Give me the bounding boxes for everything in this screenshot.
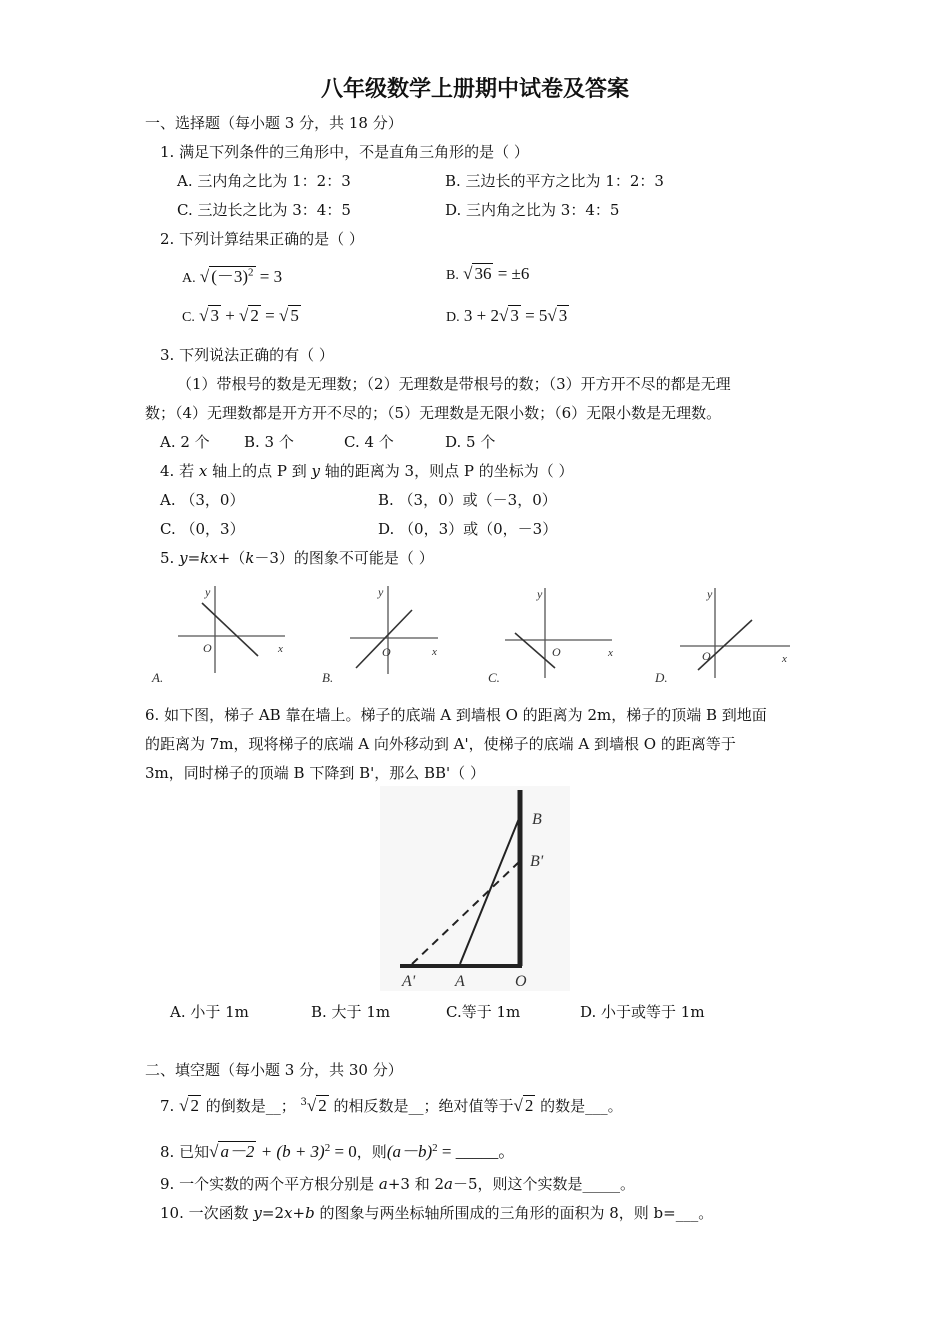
q4-var-y: y — [311, 462, 320, 480]
q6-option-a: A. 小于 1m — [170, 1003, 249, 1021]
q4-stem-mid: 轴上的点 P 到 — [207, 462, 312, 480]
q9-pre: 9. 一个实数的两个平方根分别是 — [160, 1175, 379, 1193]
page-title: 八年级数学上册期中试卷及答案 — [320, 77, 629, 102]
q8: 8. 已知√ $a-2 + (b + 3)^2 = 0$，则$(a-b)^2$ = _____。 — [160, 1142, 516, 1161]
q10 — [160, 1202, 713, 1223]
section-2-heading: 二、填空题（每小题 3 分，共 30 分） — [145, 1061, 403, 1079]
q3-statement-line-1: （1）带根号的数是无理数；（2）无理数是带根号的数；（3）开方开不尽的都是无理 — [177, 375, 731, 393]
q9-var-a-2: a — [444, 1175, 453, 1193]
q2-d-lhs: 3 + 2 — [463, 306, 499, 325]
q6-option-b: B. 大于 1m — [311, 1003, 391, 1021]
q2-b-label: B. — [446, 268, 459, 283]
q4-option-b: B. （3，0）或（－3，0） — [378, 491, 557, 509]
q5-stem-pre: 5. — [160, 549, 180, 567]
q1-stem: 1. 满足下列条件的三角形中，不是直角三角形的是（ ） — [160, 143, 529, 161]
graph-d-label: D. — [655, 670, 668, 685]
q3-stem: 3. 下列说法正确的有（ ） — [160, 346, 334, 364]
q5-stem — [160, 547, 434, 568]
q2-option-a — [182, 262, 282, 287]
q2-c-r2: 2 — [250, 306, 259, 325]
graph-b-x-label: x — [432, 646, 437, 658]
q2-a-label: A. — [182, 271, 196, 286]
q6-option-c: C.等于 1m — [446, 1003, 521, 1021]
q10-pre: 10. 一次函数 — [160, 1204, 254, 1222]
q10-eq: =2 — [261, 1204, 285, 1222]
q3-option-d: D. 5 个 — [445, 433, 496, 451]
q2-d-r2: 3 — [558, 306, 568, 325]
q3-option-b: B. 3 个 — [244, 433, 294, 451]
graph-a-origin: O — [203, 641, 212, 655]
q2-c-r1: 3 — [210, 306, 219, 325]
graph-c — [505, 588, 612, 678]
q8-exp-1: 2 — [324, 1142, 331, 1154]
q1-option-c: C. 三边长之比为 3：4：5 — [177, 201, 351, 219]
q4-stem-pre: 4. 若 — [160, 462, 199, 480]
q2-a-radicand — [209, 266, 255, 286]
q2-c-label: C. — [182, 310, 195, 325]
graph-c-y-label: y — [537, 587, 543, 601]
q7-text-1: 的倒数是__； — [200, 1097, 296, 1115]
graph-a-label: A. — [152, 670, 164, 685]
sqrt-sign: √ — [199, 267, 210, 286]
q9-post: －5，则这个实数是_____。 — [452, 1175, 636, 1193]
graph-c-label: C. — [488, 670, 500, 685]
q5-var-k: k — [245, 549, 255, 567]
q6-line-2: 的距离为 7m，现将梯子的底端 A 向外移动到 A'，使梯子的底端 A 到墙根 O 的距离等于 — [145, 735, 736, 753]
graph-b — [350, 586, 438, 674]
q7-radicand-2: 2 — [318, 1096, 327, 1115]
q4-option-d: D. （0，3）或（0，－3） — [378, 520, 558, 538]
q2-b-rhs: = ±6 — [493, 264, 530, 283]
q1-option-d: D. 三内角之比为 3：4：5 — [445, 201, 620, 219]
q6-line-1: 6. 如下图，梯子 AB 靠在墙上。梯子的底端 A 到墙根 O 的距离为 2m，梯子的顶端 B 到地面 — [145, 706, 767, 724]
graph-b-y-label: y — [378, 585, 384, 599]
q1-option-b: B. 三边长的平方之比为 1：2：3 — [445, 172, 664, 190]
q6-line-3: 3m，同时梯子的顶端 B 下降到 B'，那么 BB'（ ） — [145, 764, 485, 782]
q9-mid: +3 和 2 — [387, 1175, 445, 1193]
q8-tail: = _____。 — [437, 1142, 516, 1161]
q8-expr: (a－b) — [386, 1142, 433, 1161]
q9-var-a-1: a — [378, 1175, 388, 1193]
graph-b-line — [356, 610, 412, 668]
q2-c-eq: = — [260, 306, 279, 325]
graph-b-origin: O — [382, 645, 391, 659]
q2-a-rhs: = 3 — [255, 267, 283, 286]
label-a: A — [455, 973, 465, 990]
graph-a-y-label: y — [205, 585, 211, 599]
q2-c-r3: 5 — [290, 306, 299, 325]
graph-d — [680, 588, 790, 678]
q7-text-2: 的相反数是__；绝对值等于 — [328, 1097, 514, 1115]
graph-b-label: B. — [322, 670, 334, 685]
graph-a-x-label: x — [278, 643, 283, 655]
q8-radicand: a－2 — [220, 1142, 255, 1161]
q7-cube-index: 3 — [300, 1097, 307, 1108]
graph-a — [178, 586, 285, 673]
q4-option-c: C. （0，3） — [160, 520, 245, 538]
q4-var-x: x — [198, 462, 208, 480]
q4-stem-post: 轴的距离为 3，则点 P 的坐标为（ ） — [319, 462, 574, 480]
q8-exp-2: 2 — [432, 1142, 438, 1154]
q4-option-a: A. （3，0） — [160, 491, 245, 509]
q2-b-radicand: 36 — [474, 264, 492, 283]
q8-pre: 8. 已知 — [160, 1143, 210, 1161]
q3-option-c: C. 4 个 — [344, 433, 394, 451]
q10-var-b: b — [305, 1204, 315, 1222]
q2-a-inner: (－3) — [211, 267, 249, 286]
q9 — [160, 1173, 635, 1194]
graph-d-x-label: x — [782, 653, 787, 665]
graph-c-origin: O — [552, 645, 561, 659]
sqrt-sign: √ — [463, 264, 473, 283]
q2-a-exp: 2 — [248, 266, 254, 279]
graph-d-origin: O — [702, 649, 711, 663]
q7-radicand-3: 2 — [524, 1096, 534, 1115]
label-o: O — [515, 973, 527, 990]
graph-c-x-label: x — [608, 647, 613, 659]
q8-mid: + (b + 3) — [256, 1142, 325, 1161]
q2-d-eq: = 5 — [520, 306, 548, 325]
q8-eq0: = 0 — [330, 1142, 357, 1161]
q3-statement-line-2: 数；（4）无理数都是开方开不尽的；（5）无理数是无限小数；（6）无限小数是无理数。 — [145, 404, 722, 422]
label-b: B — [532, 811, 542, 828]
q7-radicand-1: 2 — [190, 1096, 199, 1115]
q2-option-b — [446, 264, 529, 284]
q5-func: y=kx+ — [179, 549, 231, 567]
q5-stem-mid: （ — [230, 549, 246, 567]
q10-post: 的图象与两坐标轴所围成的三角形的面积为 8，则 b=___。 — [314, 1204, 714, 1222]
section-1-heading: 一、选择题（每小题 3 分，共 18 分） — [145, 114, 403, 132]
q2-option-c: C. √ 3 + √ 2 = √ 5 — [182, 306, 299, 325]
q2-option-d: D. 3 + 2√ 3 = 5√ 3 — [446, 306, 568, 325]
q7-num: 7. — [160, 1097, 175, 1115]
label-a-prime: A' — [402, 973, 416, 990]
q5-graphs — [150, 578, 810, 690]
graph-d-y-label: y — [707, 587, 713, 601]
q3-option-a: A. 2 个 — [160, 433, 210, 451]
label-b-prime: B' — [530, 853, 544, 870]
q6-option-d: D. 小于或等于 1m — [580, 1003, 705, 1021]
q1-option-a: A. 三内角之比为 1：2：3 — [177, 172, 351, 190]
q10-plus: + — [292, 1204, 306, 1222]
q2-d-label: D. — [446, 310, 460, 325]
q10-var-y: y — [253, 1204, 262, 1222]
q2-stem: 2. 下列计算结果正确的是（ ） — [160, 230, 364, 248]
q6-ladder-figure — [380, 786, 570, 991]
q8-then: ，则 — [356, 1143, 387, 1161]
q4-stem — [160, 460, 573, 481]
q2-d-r1: 3 — [510, 306, 519, 325]
graph-c-line — [515, 633, 555, 668]
q2-c-plus: + — [220, 306, 240, 325]
q10-var-x: x — [284, 1204, 293, 1222]
q7: 7. √ 2 的倒数是__； $^3$√ 2 的相反数是__；绝对值等于√ 2 的数是___。 — [160, 1096, 623, 1115]
q7-text-3: 的数是___。 — [535, 1097, 623, 1115]
q5-stem-post: －3）的图象不可能是（ ） — [254, 549, 434, 567]
